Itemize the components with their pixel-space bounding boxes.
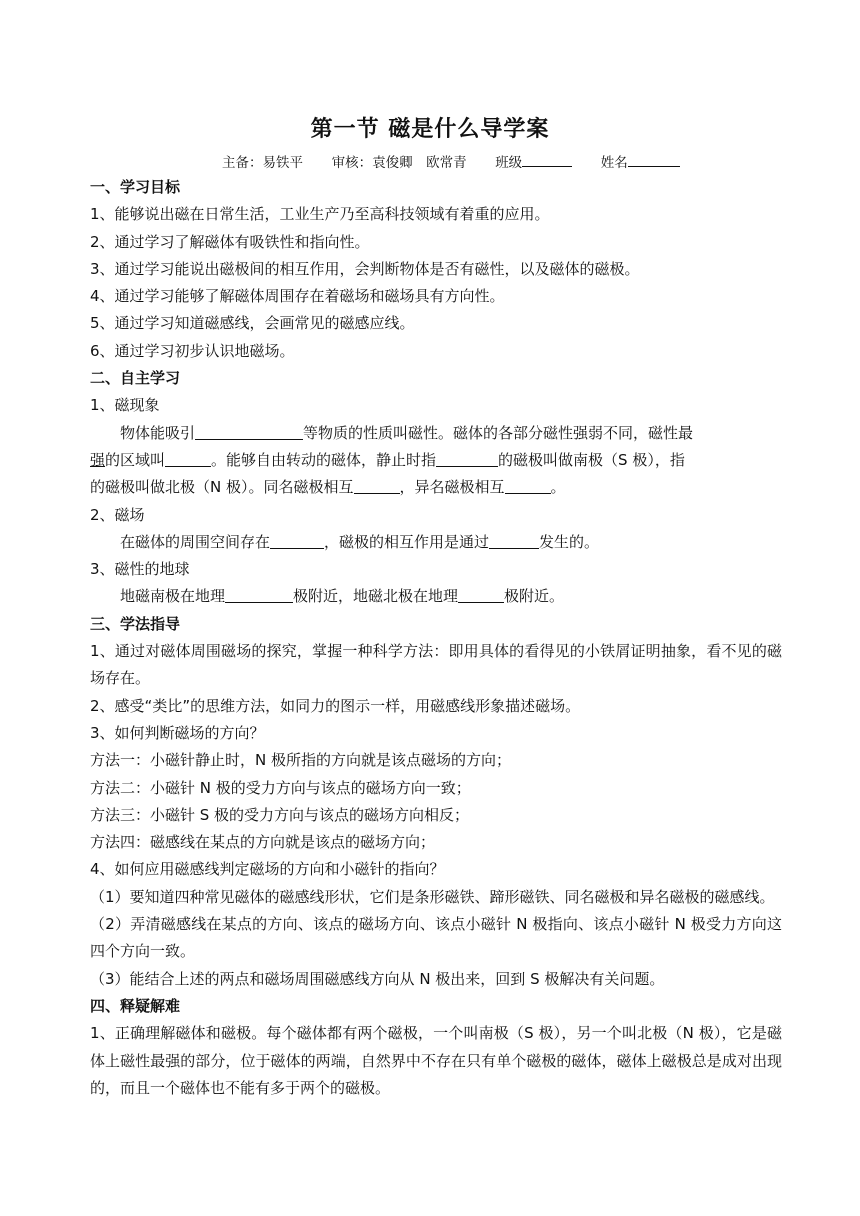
- method-line: 方法二：小磁针 N 极的受力方向与该点的磁场方向一致；: [90, 778, 471, 797]
- text-run: 强: [90, 450, 106, 469]
- fill-blank[interactable]: [505, 478, 551, 494]
- text-run: 极附近。: [504, 587, 565, 606]
- goal-item: 4、通过学习能够了解磁体周围存在着磁场和磁场具有方向性。: [90, 287, 505, 306]
- fill-blank[interactable]: [225, 587, 293, 603]
- fill-blank[interactable]: [165, 451, 211, 467]
- method-item: 2、感受“类比”的思维方法，如同力的图示一样，用磁感线形象描述磁场。: [90, 696, 581, 715]
- method-item: 1、通过对磁体周围磁场的探究，掌握一种科学方法：即用具体的看得见的小铁屑证明抽象，看不见的磁场存在。: [90, 642, 782, 688]
- class-label: 班级: [495, 155, 523, 171]
- chief-author: 主备：易铁平: [222, 155, 303, 171]
- goal-item: 6、通过学习初步认识地磁场。: [90, 341, 295, 360]
- magnetism-paragraph-cont: [90, 474, 782, 501]
- author-line: [222, 151, 680, 171]
- document-body: [90, 174, 782, 1102]
- fill-blank[interactable]: [354, 478, 400, 494]
- subsection-earth: 3、磁性的地球: [90, 560, 190, 579]
- fill-blank[interactable]: [458, 587, 504, 603]
- text-run: 的磁极叫做北极（N 极）。同名磁极相互: [90, 478, 354, 497]
- text-run: ，异名磁极相互: [399, 478, 505, 497]
- fill-blank[interactable]: [436, 451, 498, 467]
- magnetism-paragraph: [90, 420, 782, 447]
- method-subitem: （1）要知道四种常见磁体的磁感线形状，它们是条形磁铁、蹄形磁铁、同名磁极和异名磁极的磁感线。: [90, 887, 775, 906]
- fill-blank[interactable]: [270, 533, 324, 549]
- section-heading-goals: 一、学习目标: [90, 178, 181, 196]
- qa-item: 1、正确理解磁体和磁极。每个磁体都有两个磁极，一个叫南极（S 极），另一个叫北极（N 极），它是磁体上磁性最强的部分，位于磁体的两端，自然界中不存在只有单个磁极的磁体，磁体上磁极总是成对出现的，而且一个磁体也不能有多于两个的磁极。: [90, 1024, 782, 1097]
- fill-blank[interactable]: [489, 533, 539, 549]
- field-paragraph: [90, 529, 782, 556]
- method-line: 方法三：小磁针 S 极的受力方向与该点的磁场方向相反；: [90, 805, 470, 824]
- page-title: 第一节 磁是什么导学案: [310, 117, 550, 142]
- class-blank[interactable]: [522, 152, 572, 167]
- text-run: 的区域叫: [105, 450, 166, 469]
- earth-paragraph: [90, 583, 782, 610]
- section-heading-qa: 四、释疑解难: [90, 996, 181, 1015]
- goal-item: 2、通过学习了解磁体有吸铁性和指向性。: [90, 232, 370, 251]
- fill-blank[interactable]: [195, 424, 303, 440]
- text-run: 极附近，地磁北极在地理: [293, 587, 459, 606]
- text-run: 的磁极叫做南极（S 极），指: [498, 450, 685, 469]
- method-item: 3、如何判断磁场的方向？: [90, 723, 265, 742]
- subsection-magnetism: 1、磁现象: [90, 396, 160, 415]
- text-run: 地磁南极在地理: [120, 587, 226, 606]
- method-line: 方法一：小磁针静止时，N 极所指的方向就是该点磁场的方向；: [90, 751, 511, 770]
- text-run: ，磁极的相互作用是通过: [324, 532, 490, 551]
- text-run: 发生的。: [539, 532, 600, 551]
- method-item: 4、如何应用磁感线判定磁场的方向和小磁针的指向？: [90, 860, 445, 879]
- subsection-field: 2、磁场: [90, 505, 145, 524]
- text-run: 等物质的性质叫磁性。磁体的各部分磁性强弱不同，磁性最: [303, 423, 694, 442]
- section-heading-method: 三、学法指导: [90, 614, 181, 633]
- method-subitem: （2）弄清磁感线在某点的方向、该点的磁场方向、该点小磁针 N 极指向、该点小磁针 N 极受力方向这四个方向一致。: [90, 915, 782, 961]
- text-run: 。能够自由转动的磁体，静止时指: [211, 450, 437, 469]
- text-run: 。: [550, 478, 566, 497]
- section-heading-self-study: 二、自主学习: [90, 369, 181, 388]
- method-subitem: （3）能结合上述的两点和磁场周围磁感线方向从 N 极出来，回到 S 极解决有关问题。: [90, 969, 665, 988]
- goal-item: 3、通过学习能说出磁极间的相互作用，会判断物体是否有磁性，以及磁体的磁极。: [90, 259, 640, 278]
- method-line: 方法四：磁感线在某点的方向就是该点的磁场方向；: [90, 833, 436, 852]
- goal-item: 5、通过学习知道磁感线，会画常见的磁感应线。: [90, 314, 415, 333]
- reviewers: 审核：袁俊卿 欧常青: [331, 155, 467, 171]
- text-run: 物体能吸引: [120, 423, 196, 442]
- name-label: 姓名: [600, 155, 628, 171]
- name-blank[interactable]: [628, 152, 680, 167]
- text-run: 在磁体的周围空间存在: [120, 532, 271, 551]
- goal-item: 1、能够说出磁在日常生活，工业生产乃至高科技领域有着重的应用。: [90, 205, 550, 224]
- magnetism-paragraph-cont: [90, 447, 782, 474]
